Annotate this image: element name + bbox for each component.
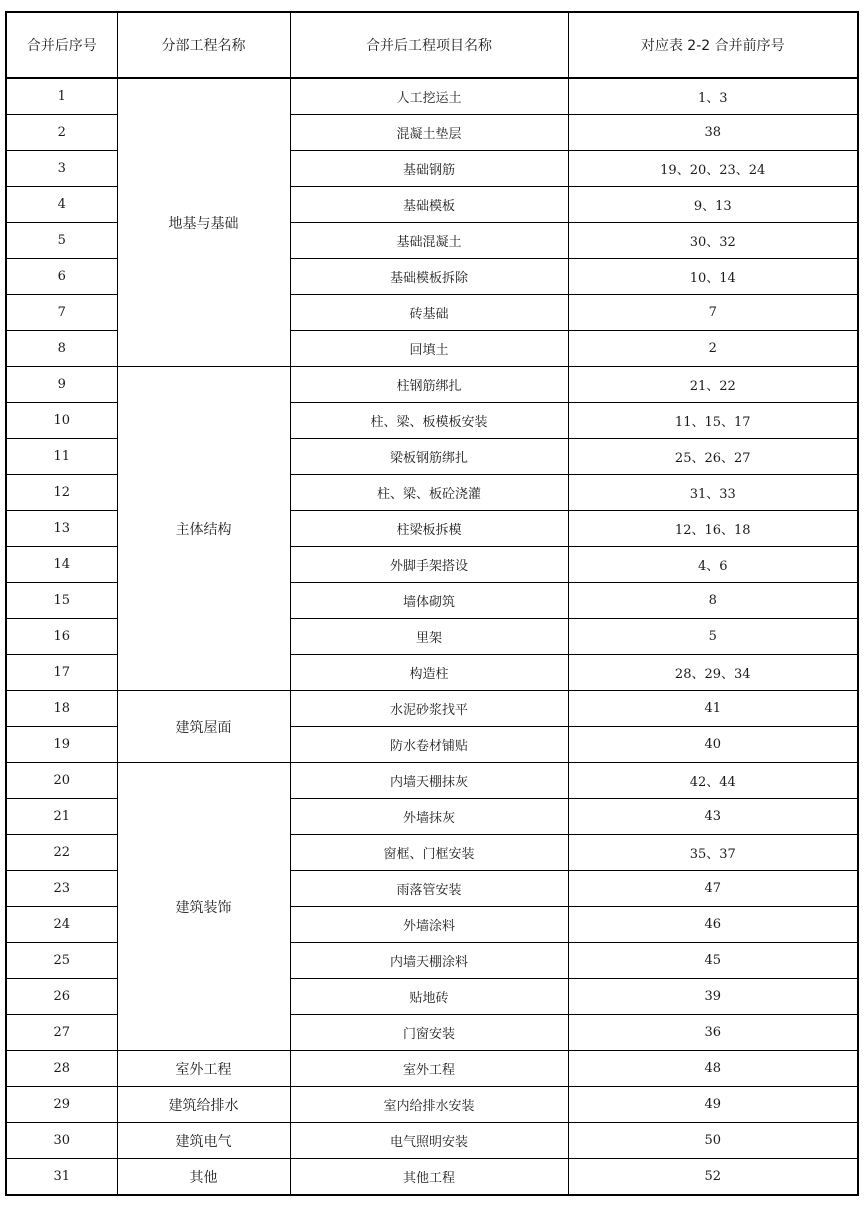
header-item-name: 合并后工程项目名称 [290,12,568,78]
merged-no-cell: 16 [6,619,117,655]
original-no-cell: 28、29、34 [568,655,858,691]
header-original-no: 对应表 2-2 合并前序号 [568,12,858,78]
original-no-cell: 11、15、17 [568,403,858,439]
item-name-cell: 回填土 [290,331,568,367]
item-name-cell: 雨落管安装 [290,871,568,907]
merged-no-cell: 4 [6,187,117,223]
item-name-cell: 防水卷材铺贴 [290,727,568,763]
item-name-cell: 梁板钢筋绑扎 [290,439,568,475]
original-no-cell: 8 [568,583,858,619]
item-name-cell: 混凝土垫层 [290,115,568,151]
item-name-cell: 内墙天棚涂料 [290,943,568,979]
merged-no-cell: 10 [6,403,117,439]
original-no-cell: 36 [568,1015,858,1051]
division-name-cell: 建筑装饰 [117,763,290,1051]
merged-no-cell: 30 [6,1123,117,1159]
original-no-cell: 7 [568,295,858,331]
division-name-cell: 建筑电气 [117,1123,290,1159]
original-no-cell: 42、44 [568,763,858,799]
merged-no-cell: 14 [6,547,117,583]
original-no-cell: 5 [568,619,858,655]
item-name-cell: 柱梁板拆模 [290,511,568,547]
merged-no-cell: 15 [6,583,117,619]
item-name-cell: 基础钢筋 [290,151,568,187]
table-row [6,367,858,403]
merged-no-cell: 13 [6,511,117,547]
original-no-cell: 30、32 [568,223,858,259]
division-name-cell: 主体结构 [117,367,290,691]
original-no-cell: 52 [568,1159,858,1196]
merged-no-cell: 24 [6,907,117,943]
merged-no-cell: 6 [6,259,117,295]
item-name-cell: 基础模板 [290,187,568,223]
item-name-cell: 内墙天棚抹灰 [290,763,568,799]
merged-no-cell: 9 [6,367,117,403]
item-name-cell: 室内给排水安装 [290,1087,568,1123]
item-name-cell: 其他工程 [290,1159,568,1196]
item-name-cell: 基础混凝土 [290,223,568,259]
merged-no-cell: 5 [6,223,117,259]
original-no-cell: 21、22 [568,367,858,403]
table-row [6,691,858,727]
original-no-cell: 19、20、23、24 [568,151,858,187]
merged-no-cell: 21 [6,799,117,835]
division-name-cell: 室外工程 [117,1051,290,1087]
merged-no-cell: 28 [6,1051,117,1087]
merged-no-cell: 2 [6,115,117,151]
item-name-cell: 电气照明安装 [290,1123,568,1159]
item-name-cell: 外墙涂料 [290,907,568,943]
original-no-cell: 47 [568,871,858,907]
merged-no-cell: 8 [6,331,117,367]
original-no-cell: 1、3 [568,78,858,115]
original-no-cell: 2 [568,331,858,367]
item-name-cell: 柱钢筋绑扎 [290,367,568,403]
item-name-cell: 贴地砖 [290,979,568,1015]
merged-no-cell: 29 [6,1087,117,1123]
item-name-cell: 墙体砌筑 [290,583,568,619]
item-name-cell: 室外工程 [290,1051,568,1087]
merged-no-cell: 26 [6,979,117,1015]
division-name-cell: 建筑屋面 [117,691,290,763]
item-name-cell: 砖基础 [290,295,568,331]
item-name-cell: 柱、梁、板砼浇灌 [290,475,568,511]
original-no-cell: 35、37 [568,835,858,871]
table-row [6,1159,858,1196]
table-row [6,1051,858,1087]
original-no-cell: 46 [568,907,858,943]
merged-no-cell: 18 [6,691,117,727]
merged-no-cell: 22 [6,835,117,871]
merged-no-cell: 31 [6,1159,117,1196]
table-container [5,11,857,1196]
table-header-row [6,12,858,78]
item-name-cell: 柱、梁、板模板安装 [290,403,568,439]
merged-no-cell: 11 [6,439,117,475]
division-name-cell: 其他 [117,1159,290,1196]
merged-no-cell: 19 [6,727,117,763]
original-no-cell: 31、33 [568,475,858,511]
item-name-cell: 外墙抹灰 [290,799,568,835]
table-row [6,763,858,799]
original-no-cell: 43 [568,799,858,835]
original-no-cell: 48 [568,1051,858,1087]
merged-no-cell: 23 [6,871,117,907]
merged-no-cell: 3 [6,151,117,187]
item-name-cell: 窗框、门框安装 [290,835,568,871]
table-row [6,78,858,115]
original-no-cell: 25、26、27 [568,439,858,475]
merged-no-cell: 7 [6,295,117,331]
original-no-cell: 9、13 [568,187,858,223]
merged-items-table [5,11,859,1196]
original-no-cell: 50 [568,1123,858,1159]
table-row [6,1087,858,1123]
item-name-cell: 基础模板拆除 [290,259,568,295]
division-name-cell: 地基与基础 [117,78,290,367]
original-no-cell: 10、14 [568,259,858,295]
merged-no-cell: 12 [6,475,117,511]
merged-no-cell: 20 [6,763,117,799]
table-row [6,1123,858,1159]
item-name-cell: 人工挖运土 [290,78,568,115]
original-no-cell: 41 [568,691,858,727]
item-name-cell: 构造柱 [290,655,568,691]
original-no-cell: 38 [568,115,858,151]
item-name-cell: 里架 [290,619,568,655]
merged-no-cell: 17 [6,655,117,691]
item-name-cell: 门窗安装 [290,1015,568,1051]
merged-no-cell: 27 [6,1015,117,1051]
original-no-cell: 12、16、18 [568,511,858,547]
table-body [6,78,858,1195]
original-no-cell: 45 [568,943,858,979]
item-name-cell: 外脚手架搭设 [290,547,568,583]
original-no-cell: 39 [568,979,858,1015]
merged-no-cell: 1 [6,78,117,115]
item-name-cell: 水泥砂浆找平 [290,691,568,727]
header-merged-no: 合并后序号 [6,12,117,78]
original-no-cell: 40 [568,727,858,763]
division-name-cell: 建筑给排水 [117,1087,290,1123]
original-no-cell: 4、6 [568,547,858,583]
original-no-cell: 49 [568,1087,858,1123]
merged-no-cell: 25 [6,943,117,979]
header-division-name: 分部工程名称 [117,12,290,78]
